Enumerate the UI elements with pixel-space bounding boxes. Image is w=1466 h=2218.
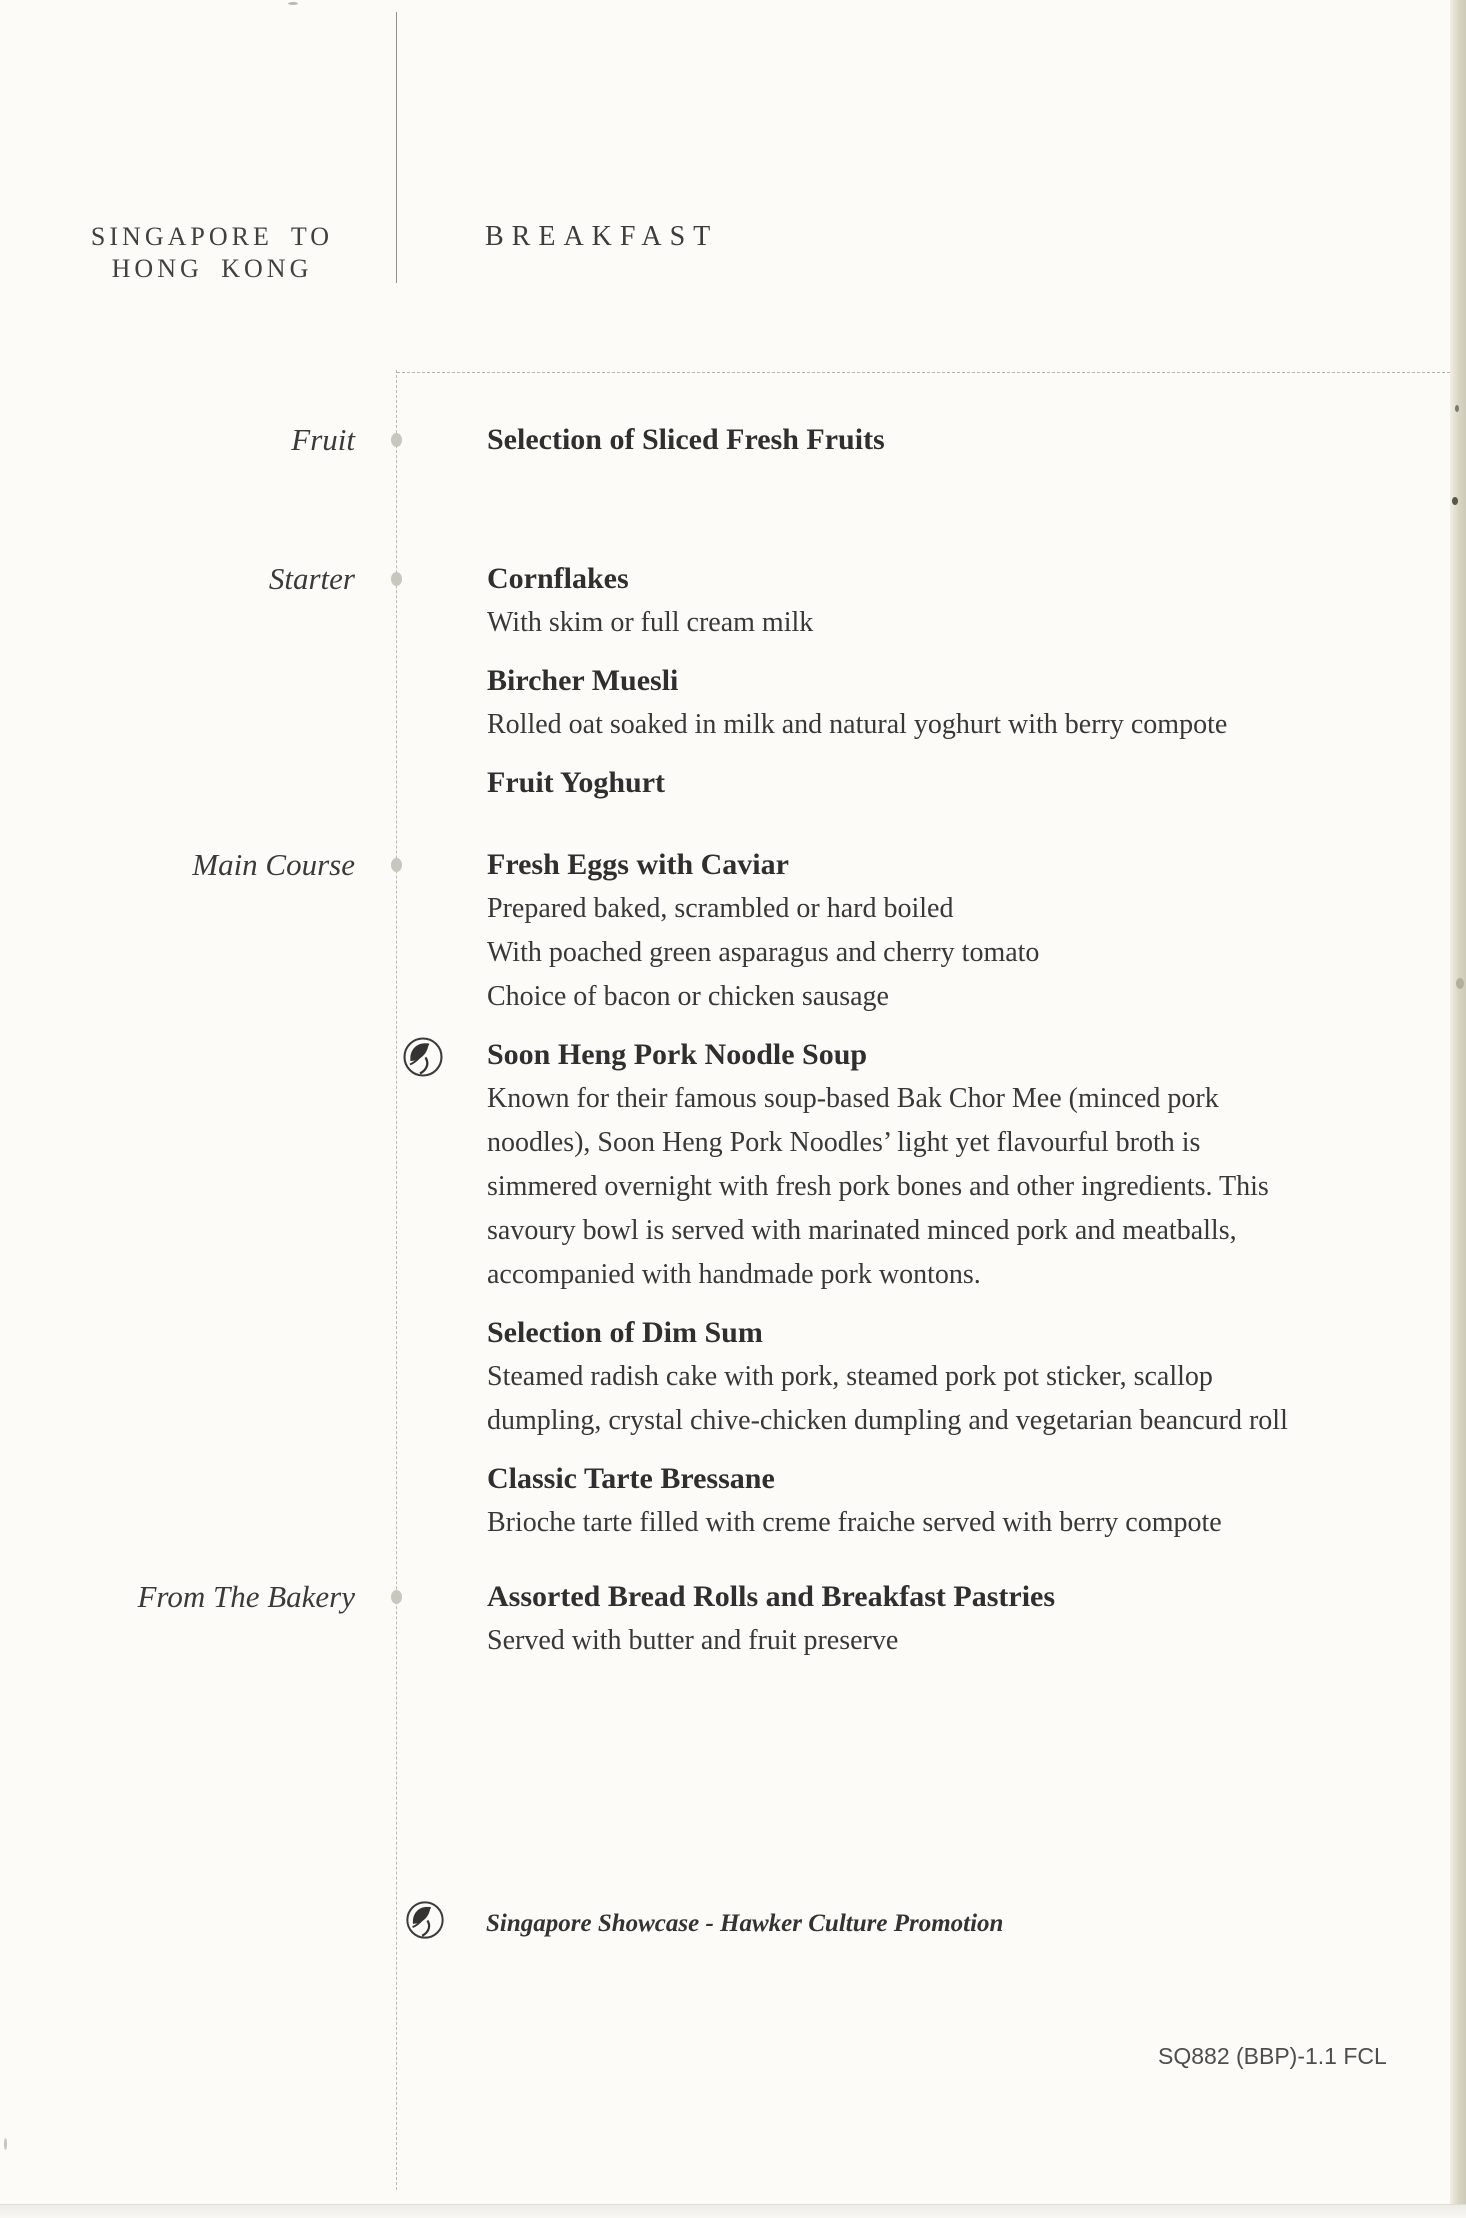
promotion-row <box>404 1898 1003 1942</box>
item-name: Selection of Sliced Fresh Fruits <box>487 423 885 456</box>
scan-speck <box>4 2138 7 2150</box>
hawker-leaf-icon <box>404 1898 446 1942</box>
item-desc-line: With poached green asparagus and cherry tomato <box>487 937 1040 968</box>
page-edge-strip <box>1450 0 1466 2218</box>
item-name: Soon Heng Pork Noodle Soup <box>487 1038 868 1071</box>
item-desc <box>487 1355 1427 1443</box>
item-desc-line: Prepared baked, scrambled or hard boiled <box>487 893 954 924</box>
item-desc <box>487 703 1427 747</box>
section-dot <box>391 858 402 872</box>
menu-section <box>0 843 1452 1545</box>
section-label-column <box>0 418 397 462</box>
section-items <box>487 1575 1427 1663</box>
section-label-column <box>0 843 397 887</box>
item-desc-line: Rolled oat soaked in milk and natural yoghurt with berry compote <box>487 709 1228 740</box>
item-desc <box>487 601 1427 645</box>
menu-body <box>0 373 1452 1663</box>
menu-item <box>487 557 1427 645</box>
section-items <box>487 418 1427 462</box>
page-bottom-shadow <box>0 2205 1466 2218</box>
item-desc-line: With skim or full cream milk <box>487 607 814 638</box>
item-name: Fresh Eggs with Caviar <box>487 848 789 881</box>
scan-speck <box>1456 978 1464 989</box>
menu-section <box>0 557 1452 805</box>
meal-title: BREAKFAST <box>485 221 719 252</box>
section-label: Main Course <box>192 847 355 882</box>
section-label-column <box>0 557 397 601</box>
item-desc-line: Served with butter and fruit preserve <box>487 1625 899 1656</box>
item-desc-line: Brioche tarte filled with creme fraiche served with berry compote <box>487 1507 1222 1538</box>
menu-item <box>487 1033 1427 1297</box>
item-name: Bircher Muesli <box>487 664 679 697</box>
promotion-label: Singapore Showcase - Hawker Culture Promotion <box>486 1910 1004 1937</box>
item-desc-line: Steamed radish cake with pork, steamed pork pot sticker, scallop <box>487 1361 1213 1392</box>
scan-speck <box>1455 405 1459 412</box>
item-name: Assorted Bread Rolls and Breakfast Pastries <box>487 1580 1056 1613</box>
item-desc-line: Choice of bacon or chicken sausage <box>487 981 889 1012</box>
scan-speck <box>1452 497 1458 505</box>
item-desc <box>487 1077 1427 1297</box>
menu-item <box>487 1311 1427 1443</box>
section-dot <box>391 572 402 586</box>
header-divider-line <box>396 12 397 283</box>
item-desc <box>487 1619 1427 1663</box>
menu-item <box>487 761 1427 805</box>
menu-section <box>0 418 1452 462</box>
section-dot <box>391 1590 402 1604</box>
item-name: Classic Tarte Bressane <box>487 1462 775 1495</box>
section-items <box>487 843 1427 1545</box>
route-title <box>64 221 360 285</box>
section-label: From The Bakery <box>137 1579 355 1614</box>
menu-item <box>487 1457 1427 1545</box>
item-name: Fruit Yoghurt <box>487 766 666 799</box>
item-desc-line: Known for their famous soup-based Bak Chor Mee (minced pork <box>487 1083 1219 1114</box>
item-name: Cornflakes <box>487 562 629 595</box>
menu-item <box>487 418 1427 462</box>
item-desc-line: dumpling, crystal chive-chicken dumpling and vegetarian beancurd roll <box>487 1405 1288 1436</box>
item-desc-line: simmered overnight with fresh pork bones and other ingredients. This <box>487 1171 1269 1202</box>
item-desc-line: savoury bowl is served with marinated minced pork and meatballs, <box>487 1215 1237 1246</box>
item-name: Selection of Dim Sum <box>487 1316 763 1349</box>
menu-item <box>487 843 1427 1019</box>
section-label-column <box>0 1575 397 1619</box>
section-dot <box>391 433 402 447</box>
hawker-leaf-icon <box>401 1034 445 1080</box>
route-line-2: HONG KONG <box>111 254 313 283</box>
menu-item <box>487 659 1427 747</box>
section-label: Fruit <box>291 422 355 457</box>
section-label: Starter <box>268 561 355 596</box>
menu-section <box>0 1575 1452 1663</box>
flight-code: SQ882 (BBP)-1.1 FCL <box>1158 2043 1387 2069</box>
item-desc <box>487 1501 1427 1545</box>
scan-speck <box>288 2 298 5</box>
item-desc-line: noodles), Soon Heng Pork Noodles’ light yet flavourful broth is <box>487 1127 1201 1158</box>
item-desc-line: accompanied with handmade pork wontons. <box>487 1259 981 1290</box>
menu-item <box>487 1575 1427 1663</box>
route-line-1: SINGAPORE TO <box>90 222 334 251</box>
item-desc <box>487 887 1427 1019</box>
section-items <box>487 557 1427 805</box>
